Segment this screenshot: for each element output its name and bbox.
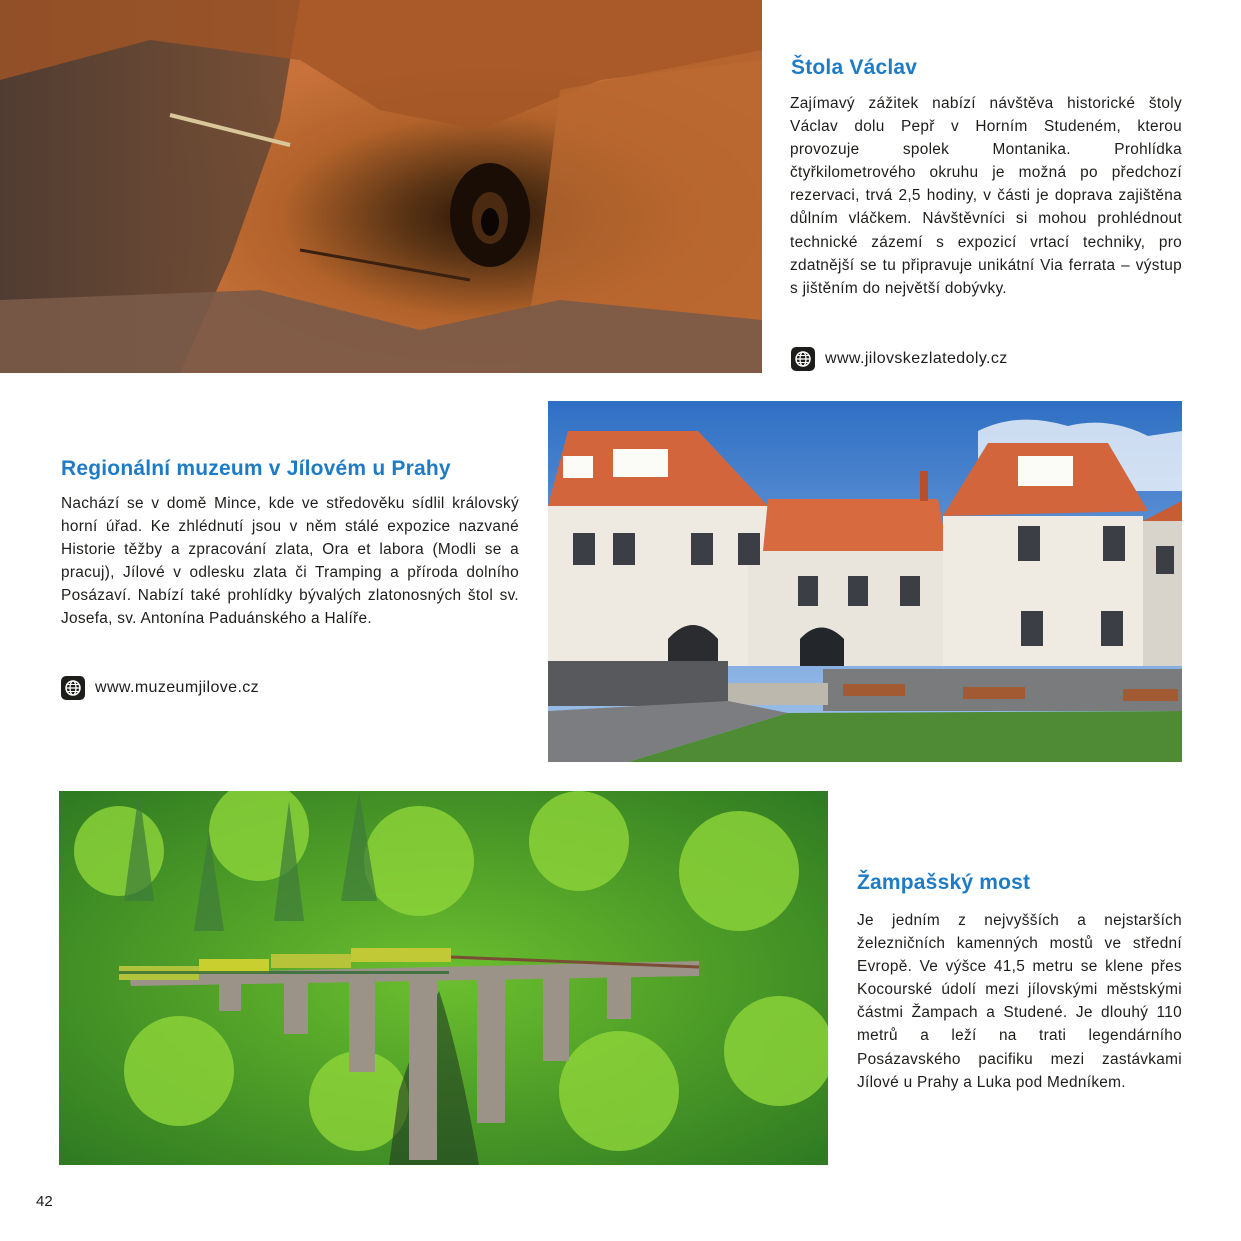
muzeum-web-link[interactable] xyxy=(61,676,259,700)
stola-text: Zajímavý zážitek nabízí návštěva historické štoly Václav dolu Pepř v Horním Studeném, kterou provozuje spolek Montanika. Prohlídka čtyřkilometrového okruhu je možná po předchozí rezervaci, trvá 2,5 hodiny, v části je doprava zajištěna důlním vláčkem. Návštěvníci si mohou prohlédnout technické zázemí s expozicí vrtací techniky, pro zdatnější se tu připravuje unikátní Via ferrata – výstup s jištěním do největší dobývky. xyxy=(790,95,1182,297)
globe-icon xyxy=(791,347,815,371)
muzeum-web-url: www.muzeumjilove.cz xyxy=(95,679,260,696)
most-title: Žampašský most xyxy=(857,871,1031,894)
most-text: Je jedním z nejvyšších a nejstarších železničních kamenných mostů ve střední Evropě. Ve výšce 41,5 metru se klene přes Kocourské údolí mezi jílovskými městskými částmi Žampach a Studené. Je dlouhý 110 metrů a leží na trati legendárního Posázavského pacifiku mezi zastávkami Jílové u Prahy a Luka pod Medníkem. xyxy=(857,912,1182,1091)
page-number: 42 xyxy=(36,1193,53,1210)
mine-tunnel-photo xyxy=(0,0,762,373)
stola-title: Štola Václav xyxy=(791,56,918,79)
stola-web-link[interactable] xyxy=(791,347,1008,371)
globe-icon xyxy=(61,676,85,700)
muzeum-title: Regionální muzeum v Jílovém u Prahy xyxy=(61,457,451,480)
museum-building-photo xyxy=(548,401,1182,762)
viaduct-photo xyxy=(59,791,828,1165)
muzeum-text: Nachází se v domě Mince, kde ve středověku sídlil královský horní úřad. Ke zhlédnutí jsou v něm stálé expozice nazvané Historie těžby a zpracování zlata, Ora et labora (Modli se a pracuj), Jílové v odlesku zlata či Tramping a příroda dolního Posázaví. Nabízí také prohlídky bývalých zlatonosných štol sv. Josefa, sv. Antonína Paduánského a Halíře. xyxy=(61,495,519,628)
stola-web-url: www.jilovskezlatedoly.cz xyxy=(825,350,1008,367)
